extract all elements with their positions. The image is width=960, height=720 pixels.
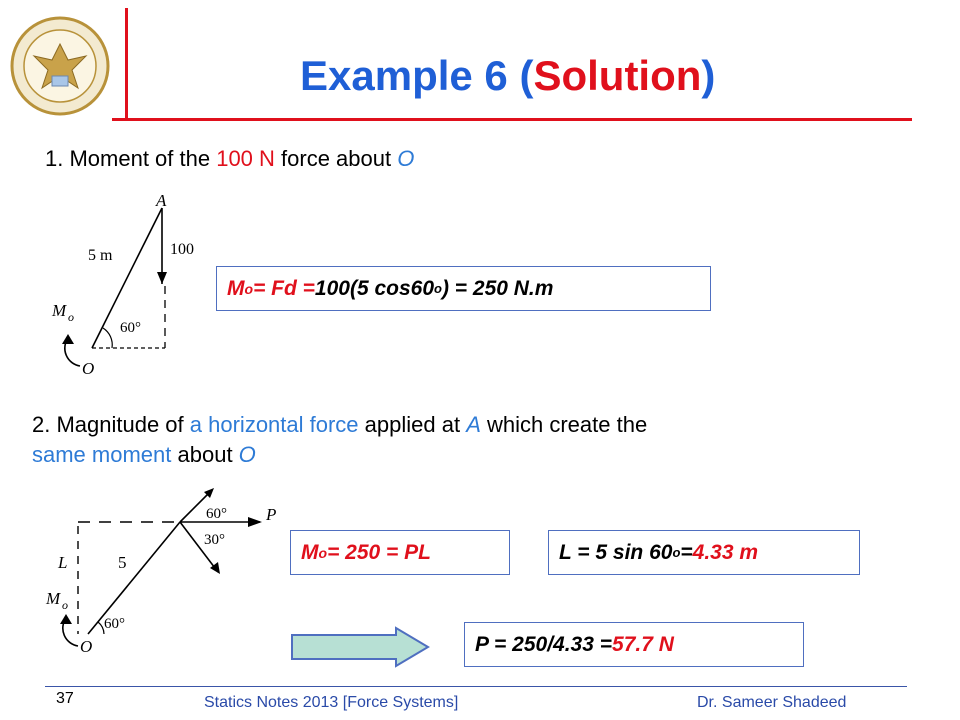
label-mo-sub: o bbox=[68, 310, 74, 324]
label-30: 30° bbox=[204, 532, 225, 548]
footer-course: Statics Notes 2013 [Force Systems] bbox=[204, 694, 459, 711]
equation-box-2 bbox=[290, 530, 510, 575]
label-mo: M bbox=[52, 301, 67, 320]
angle-arc bbox=[103, 328, 112, 348]
title-prefix: Example 6 ( bbox=[300, 52, 534, 99]
slide-title bbox=[300, 52, 715, 100]
label-length: 5 m bbox=[88, 247, 113, 264]
eq1-sup: o bbox=[434, 281, 442, 296]
label-l: L bbox=[58, 553, 68, 572]
right-block-arrow-icon bbox=[290, 626, 432, 668]
part2-mid3: about bbox=[171, 442, 239, 467]
equation-box-1 bbox=[216, 266, 711, 311]
part1-point: O bbox=[397, 146, 415, 171]
label-o: O bbox=[80, 637, 93, 656]
eq2-tail: = 250 = PL bbox=[327, 540, 431, 564]
part2-point-a: A bbox=[466, 412, 481, 437]
part1-heading bbox=[45, 146, 414, 172]
moment-arrowhead bbox=[62, 334, 74, 344]
eq4-prefix: P = 250/4.33 = bbox=[475, 632, 613, 656]
label-p: P bbox=[266, 505, 277, 524]
member-line bbox=[88, 522, 180, 634]
eq1-mid: = Fd = bbox=[253, 276, 315, 300]
eq1-prefix: M bbox=[227, 276, 245, 300]
eq2-prefix: M bbox=[301, 540, 319, 564]
eq3-result: 4.33 m bbox=[692, 540, 759, 564]
force-arrowhead bbox=[157, 272, 167, 284]
eq2-sub: o bbox=[318, 544, 328, 561]
label-5: 5 bbox=[118, 553, 127, 572]
label-60-top: 60° bbox=[206, 506, 227, 522]
label-a: A bbox=[156, 191, 167, 210]
footer-author: Dr. Sameer Shadeed bbox=[697, 694, 847, 711]
part1-prefix: 1. Moment of the bbox=[45, 146, 217, 171]
moment-arrowhead bbox=[60, 614, 72, 624]
equation-box-4 bbox=[464, 622, 804, 667]
label-mo-sub: o bbox=[62, 598, 68, 612]
label-mo: M bbox=[46, 589, 61, 608]
label-force: 100 bbox=[170, 241, 194, 258]
page-number: 37 bbox=[56, 690, 74, 707]
part2-mid1: applied at bbox=[358, 412, 467, 437]
eq4-result: 57.7 N bbox=[612, 632, 674, 656]
eq3-mid: = bbox=[680, 540, 693, 564]
moment-diagram-2 bbox=[38, 486, 290, 662]
label-angle: 60° bbox=[104, 616, 125, 632]
title-highlight: Solution bbox=[533, 52, 702, 99]
equation-box-3 bbox=[548, 530, 860, 575]
eq1-sub: o bbox=[244, 280, 254, 297]
part2-heading bbox=[32, 410, 832, 470]
part2-highlight1: a horizontal force bbox=[189, 412, 359, 437]
part2-point-o: O bbox=[238, 442, 256, 467]
eq1-body: 100(5 cos60 bbox=[314, 276, 435, 300]
moment-diagram-1 bbox=[40, 188, 220, 380]
title-horizontal-rule bbox=[112, 118, 912, 121]
footer-rule bbox=[45, 686, 907, 687]
part1-force: 100 N bbox=[216, 146, 275, 171]
label-angle: 60° bbox=[120, 320, 141, 336]
university-seal-icon bbox=[8, 14, 112, 118]
part1-middle: force about bbox=[274, 146, 398, 171]
label-o: O bbox=[82, 359, 95, 378]
eq1-tail: ) = 250 N.m bbox=[441, 276, 554, 300]
force-p-arrowhead bbox=[248, 517, 262, 527]
part2-prefix: 2. Magnitude of bbox=[32, 412, 190, 437]
title-vertical-rule bbox=[125, 8, 128, 120]
eq3-sup: o bbox=[672, 545, 681, 560]
part2-mid2: which create the bbox=[480, 412, 648, 437]
title-suffix: ) bbox=[701, 52, 716, 99]
eq3-prefix: L = 5 sin 60 bbox=[559, 540, 673, 564]
part2-highlight2: same moment bbox=[32, 442, 172, 467]
